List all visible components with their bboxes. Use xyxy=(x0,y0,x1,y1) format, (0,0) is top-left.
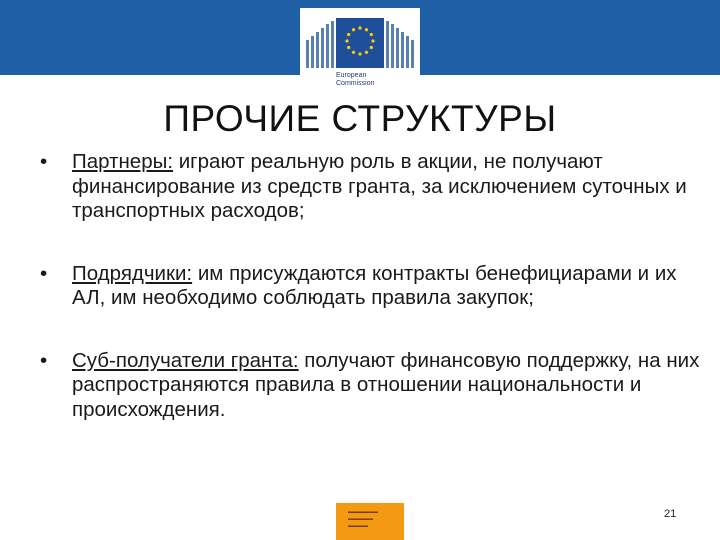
bullet-item-sub-grantees xyxy=(40,349,700,423)
ec-logo-text xyxy=(336,72,375,88)
bullet-list xyxy=(40,150,700,460)
ec-building-icon xyxy=(300,8,420,72)
bullet-term: Партнеры: xyxy=(72,150,174,173)
bullet-text: им присуждаются контракты бенефициарами и их АЛ, им необходимо соблюдать правила закупок; xyxy=(72,261,677,309)
bullet-text: получают финансовую поддержку, на них распространяются правила в отношении национальности и происхождения. xyxy=(72,348,700,421)
bullet-marker: • xyxy=(40,261,48,285)
bullet-item-partners xyxy=(40,150,700,224)
bullet-marker: • xyxy=(40,348,48,372)
bullet-marker: • xyxy=(40,150,48,173)
footer-tag-decoration: ▬▬▬▬▬▬ ▬▬▬▬▬ ▬▬▬▬ xyxy=(348,509,378,529)
bullet-term: Подрядчики: xyxy=(72,261,193,285)
bullet-text: играют реальную роль в акции, не получают финансирование из средств гранта, за исключением суточных и транспортных расходов; xyxy=(72,150,687,222)
ec-logo-line-1: European xyxy=(336,72,367,79)
footer-orange-tag xyxy=(336,503,404,540)
bullet-item-contractors xyxy=(40,262,700,311)
european-commission-logo xyxy=(300,8,420,100)
ec-logo-line-2: Commission xyxy=(336,80,375,87)
slide-title: ПРОЧИЕ СТРУКТУРЫ xyxy=(163,98,557,139)
bullet-term: Суб-получатели гранта: xyxy=(72,348,299,372)
page-number: 21 xyxy=(664,508,677,520)
